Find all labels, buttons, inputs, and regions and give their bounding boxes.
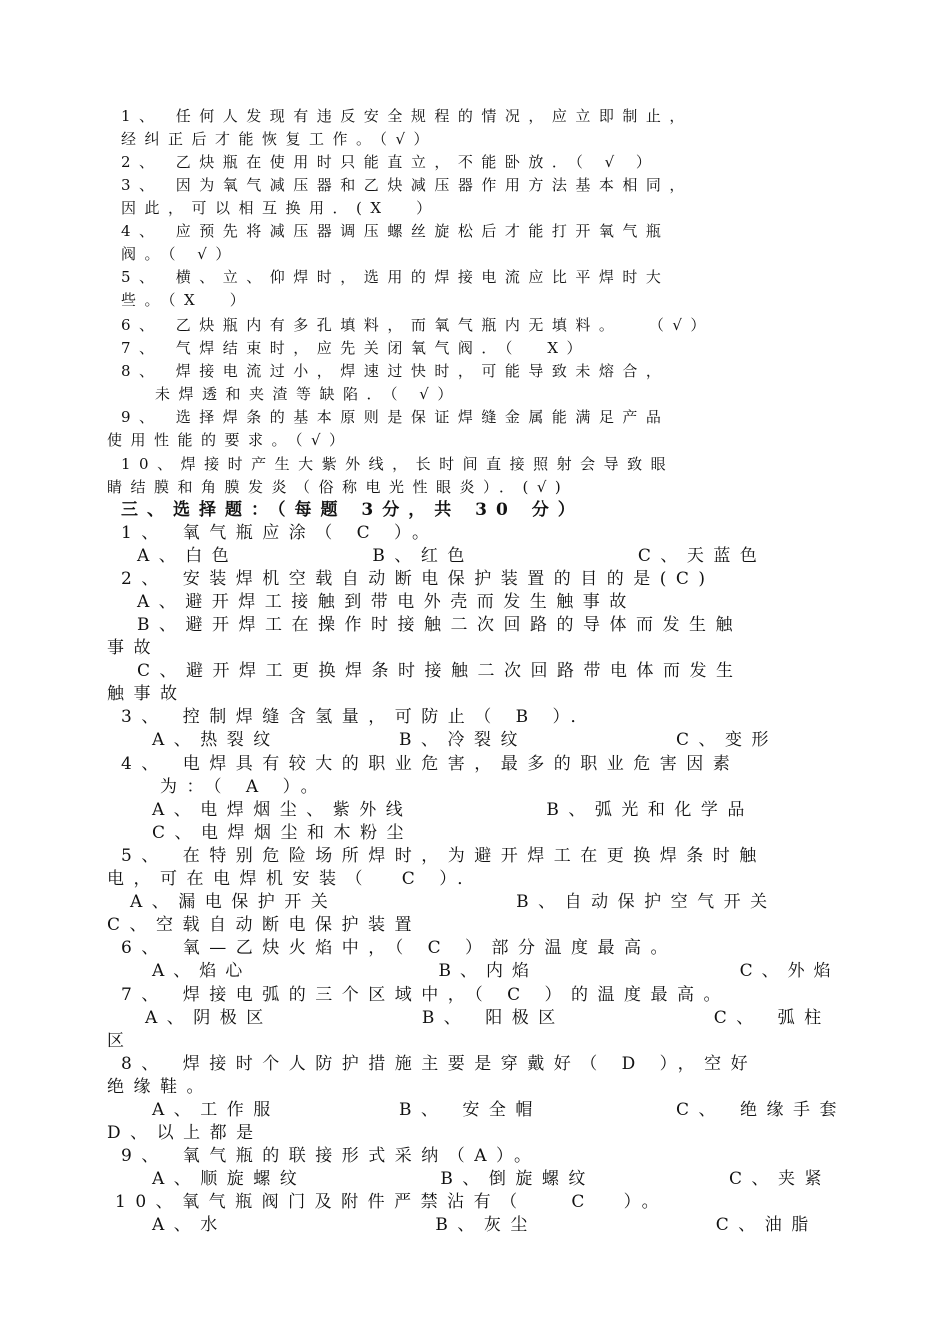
choice-line: A、顺旋螺纹 B、倒旋螺纹 C、夹紧 [152, 1169, 832, 1189]
choice-line: A、热裂纹 B、冷裂纹 C、变形 [152, 730, 779, 750]
choice-line: A、避开焊工接触到带电外壳而发生触事故 [137, 592, 636, 612]
choice-line: D、以上都是 [107, 1123, 263, 1143]
choice-line: C、空载自动断电保护装置 [107, 915, 422, 935]
choice-line: 10、氧气瓶阀门及附件严禁沾有（ C ）。 [115, 1192, 669, 1212]
judgement-line: 1、 任何人发现有违反安全规程的情况，应立即制止， [121, 107, 693, 125]
choice-line: A、电焊烟尘、紫外线 B、弧光和化学品 [152, 800, 754, 820]
choice-line: 3、 控制焊缝含氢量，可防止（ B ）． [121, 707, 598, 727]
section-title: 三、选择题：（每题 3分，共 30 分） [121, 500, 584, 520]
choice-line: 区 [107, 1031, 134, 1051]
choice-line: A、焰心 B、内焰 C、外焰 [152, 961, 840, 981]
judgement-line: 7、 气焊结束时，应先关闭氧气阀．（ X） [121, 339, 591, 357]
judgement-line: 使用性能的要求。（√） [107, 431, 353, 449]
judgement-line: 经纠正后才能恢复工作。（√） [121, 130, 438, 148]
choice-line: A、漏电保护开关 B、自动保护空气开关 [130, 892, 777, 912]
choice-line: 8、 焊接时个人防护措施主要是穿戴好（ D ），空好 [121, 1054, 758, 1074]
judgement-line: 睛结膜和角膜发炎（俗称电光性眼炎）．(√) [107, 478, 570, 496]
choice-line: 2、 安装焊机空载自动断电保护装置的目的是(C) [121, 569, 715, 589]
choice-line: A、工作服 B、 安全帽 C、 绝缘手套 [152, 1100, 846, 1120]
judgement-line: 些。（X ） [121, 291, 254, 309]
judgement-line: 9、 选择焊条的基本原则是保证焊缝金属能满足产品 [121, 408, 670, 426]
choice-line: 6、 氧—乙炔火焰中，（ C ）部分温度最高。 [121, 938, 678, 958]
choice-line: 电，可在电焊机安装（ C ）． [107, 869, 484, 889]
judgement-line: 10、焊接时产生大紫外线，长时间直接照射会导致眼 [121, 455, 675, 473]
choice-line: 4、 电焊具有较大的职业危害，最多的职业危害因素 [121, 754, 740, 774]
choice-line: 1、 氧气瓶应涂（ C ）。 [121, 523, 439, 543]
judgement-line: 阀。（ √） [121, 245, 239, 263]
choice-line: 为：（ A ）。 [160, 777, 328, 797]
judgement-line: 8、 焊接电流过小，焊速过快时，可能导致未熔合， [121, 362, 670, 380]
choice-line: A、阴极区 B、 阳极区 C、 弧柱 [145, 1008, 831, 1028]
choice-line: 绝缘鞋。 [107, 1077, 213, 1097]
judgement-line: 4、 应预先将减压器调压螺丝旋松后才能打开氧气瓶 [121, 222, 670, 240]
judgement-line: 3、 因为氧气减压器和乙炔减压器作用方法基本相同， [121, 176, 693, 194]
choice-line: 7、 焊接电弧的三个区域中，（ C ）的温度最高。 [121, 985, 731, 1005]
choice-line: C、避开焊工更换焊条时接触二次回路带电体而发生 [137, 661, 743, 681]
choice-line: B、避开焊工在操作时接触二次回路的导体而发生触 [137, 615, 742, 635]
choice-line: C、电焊烟尘和木粉尘 [152, 823, 414, 843]
choice-line: A、水 B、灰尘 C、油脂 [152, 1215, 818, 1235]
judgement-line: 5、 横、立、仰焊时，选用的焊接电流应比平焊时大 [121, 268, 670, 286]
choice-line: 事故 [107, 638, 160, 658]
judgement-line: 因此，可以相互换用．(X ） [121, 199, 440, 217]
choice-line: 触事故 [107, 684, 187, 704]
judgement-line: 6、 乙炔瓶内有多孔填料，而氧气瓶内无填料。 （√） [121, 316, 714, 334]
choice-line: A、白色 B、红色 C、天蓝色 [137, 546, 767, 566]
choice-line: 5、 在特别危险场所焊时，为避开焊工在更换焊条时触 [121, 846, 766, 866]
judgement-line: 未焊透和夹渣等缺陷．（ √） [155, 385, 461, 403]
judgement-line: 2、 乙炔瓶在使用时只能直立，不能卧放．（ √ ） [121, 153, 660, 171]
choice-line: 9、 氧气瓶的联接形式采纳（A）。 [121, 1146, 541, 1166]
